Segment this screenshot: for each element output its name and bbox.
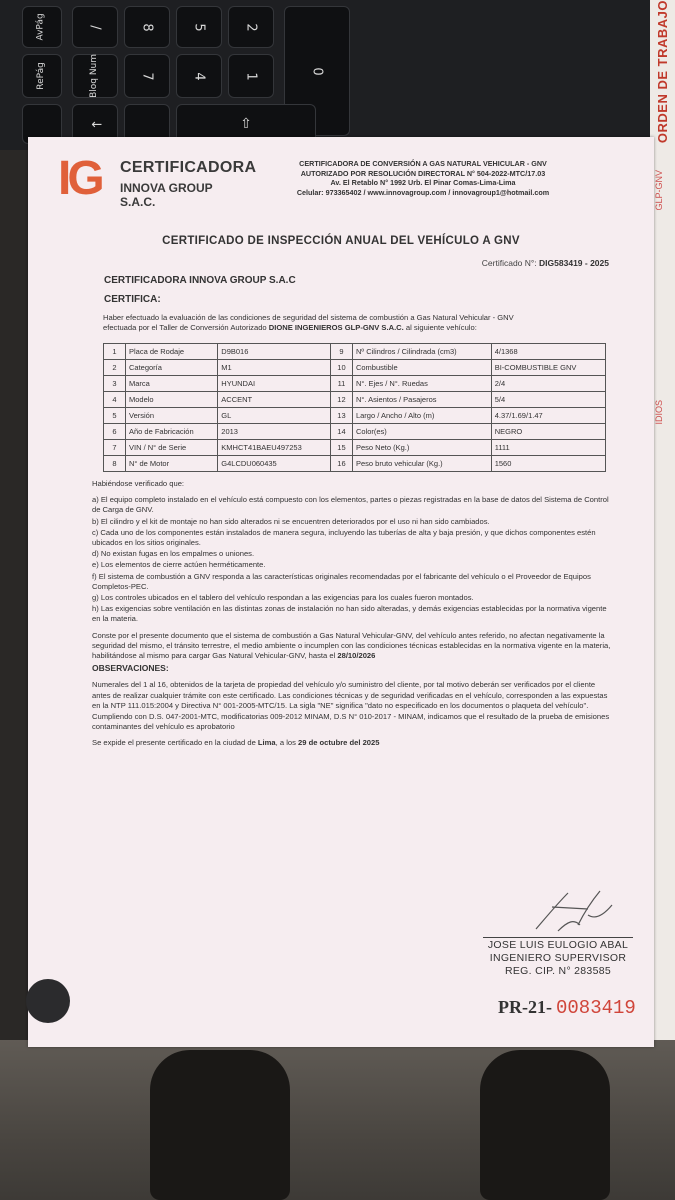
header-line1: CERTIFICADORA DE CONVERSIÓN A GAS NATURAL VEHICULAR - GNV: [299, 159, 547, 168]
certificate-number-value: DIG583419 - 2025: [539, 258, 609, 268]
cell-field-value: 1560: [491, 456, 605, 472]
issue-statement: Se expide el presente certificado en la ciudad de Lima, a los 29 de octubre del 2025: [92, 738, 380, 748]
header-line2: AUTORIZADO POR RESOLUCIÓN DIRECTORAL N° 504-2022-MTC/17.03: [300, 168, 546, 178]
vehicle-data-table: [103, 343, 606, 472]
cell-field-name: N°. Ejes / N°. Ruedas: [352, 376, 491, 392]
table-row: [104, 408, 606, 424]
cell-field-name: Peso Neto (Kg.): [352, 440, 491, 456]
cell-number: 1: [104, 344, 126, 360]
cell-number: 16: [330, 456, 352, 472]
item-d: d) No existan fugas en los empalmes o uniones.: [92, 549, 255, 559]
signer-name: JOSE LUIS EULOGIO ABAL: [487, 939, 629, 951]
table-row: [104, 376, 606, 392]
serial-prefix: PR-21-: [498, 997, 552, 1017]
cell-field-value: 2/4: [491, 376, 605, 392]
intro-paragraph: [103, 313, 603, 332]
serial-value: 0083419: [555, 997, 636, 1019]
item-h: h) Las exigencias sobre ventilación en las distintas zonas de instalación no han sido alteradas, y demás exigencias establecidas por la normativa vigente en la materia.: [92, 604, 607, 624]
cell-field-value: 2013: [218, 424, 331, 440]
intro-line1: Haber efectuado la evaluación de las condiciones de seguridad del sistema de combustión a Gas Natural Vehicular - GNV: [103, 313, 514, 322]
cell-field-value: M1: [218, 360, 331, 376]
cell-number: 5: [104, 408, 126, 424]
cell-number: 15: [330, 440, 352, 456]
cell-field-value: BI-COMBUSTIBLE GNV: [491, 360, 605, 376]
cell-number: 9: [330, 344, 352, 360]
cell-field-value: 4/1368: [491, 344, 605, 360]
handwritten-signature: [528, 885, 618, 935]
cell-number: 11: [330, 376, 352, 392]
header-info: [278, 159, 568, 197]
table-row: [104, 360, 606, 376]
key-seven[interactable]: 7: [124, 54, 170, 98]
cell-field-name: Peso bruto vehicular (Kg.): [352, 456, 491, 472]
floor: [0, 1040, 675, 1200]
punch-hole: [26, 979, 70, 1023]
order-label: ORDEN DE TRABAJO: [655, 0, 670, 144]
item-c: c) Cada uno de los componentes están instalados de manera segura, incluyendo las tuberías de alta y baja presión, y que dichos componentes estén ubicados en los sitios originales.: [92, 527, 596, 548]
certificate-document: [28, 137, 654, 1047]
observaciones-paragraph-2: Cumpliendo con D.S. 047-2001-MTC, modificatorias 009-2012 MINAM, D.S N° 010-2017 - MINAM, indicamos que el resultado de la prueba de emisiones contaminantes del vehículo es aprobatorio: [92, 712, 610, 732]
certificate-body: [92, 479, 612, 750]
cell-field-name: Marca: [126, 376, 218, 392]
cell-number: 13: [330, 408, 352, 424]
cell-number: 2: [104, 360, 126, 376]
observaciones-heading: OBSERVACIONES:: [92, 663, 169, 674]
table-row: [104, 424, 606, 440]
cell-field-value: 5/4: [491, 392, 605, 408]
cell-field-name: Combustible: [352, 360, 491, 376]
observaciones-paragraph: Numerales del 1 al 16, obtenidos de la tarjeta de propiedad del vehículo y/o suministro del cliente, por tal motivo deberán ser verificados por el cliente antes de realizar cualquier trámite con este certificado. Las condiciones técnicas y de seguridad verificadas en el vehículo, corresponden a las expuestas en la NTP 111.015:2004 y Directiva N° 001-2005-MTC/15. La sigla "NE" significa "dato no especificado en los documentos o plaqueta del vehículo".: [92, 680, 608, 710]
certificate-number: [482, 258, 609, 268]
cell-field-value: ACCENT: [218, 392, 331, 408]
signer-role: INGENIERO SUPERVISOR: [489, 952, 627, 964]
key-repag[interactable]: RePág: [22, 54, 62, 98]
order-sublabel-2: IDIOS: [654, 400, 664, 425]
shoe-right: [480, 1050, 610, 1200]
key-one[interactable]: 1: [228, 54, 274, 98]
item-f: f) El sistema de combustión a GNV responda a las características originales recomendadas por el fabricante del vehículo o el Proveedor de Equipos Completos-PEC.: [92, 571, 591, 591]
key-down-arrow[interactable]: ↓: [72, 104, 118, 144]
key-four[interactable]: 4: [176, 54, 222, 98]
key-eight[interactable]: 8: [124, 6, 170, 48]
cell-field-value: GL: [218, 408, 331, 424]
key-five[interactable]: 5: [176, 6, 222, 48]
cell-field-name: Año de Fabricación: [126, 424, 218, 440]
signature-block: [478, 937, 638, 978]
company-name: CERTIFICADORA INNOVA GROUP S.A.C: [104, 275, 296, 286]
cell-field-value: 4.37/1.69/1.47: [491, 408, 605, 424]
laptop-keyboard: [0, 0, 675, 150]
shift-icon: ⇧: [240, 116, 252, 132]
cell-number: 3: [104, 376, 126, 392]
item-b: b) El cilindro y el kit de montaje no han sido alterados ni se encuentren deteriorados por el uso ni han sido cambiados.: [92, 516, 490, 526]
certifica-heading: CERTIFICA:: [104, 294, 161, 305]
cell-number: 10: [330, 360, 352, 376]
table-row: [104, 440, 606, 456]
cell-field-value: KMHCT41BAEU497253: [218, 440, 331, 456]
signature-line: [483, 937, 633, 938]
signer-registration: REG. CIP. N° 283585: [504, 965, 611, 977]
item-e: e) Los elementos de cierre actúen herméticamente.: [92, 560, 266, 570]
shoe-left: [150, 1050, 290, 1200]
issue-city: Lima: [257, 738, 276, 748]
cell-field-name: N°. Asientos / Pasajeros: [352, 392, 491, 408]
cell-number: 14: [330, 424, 352, 440]
cell-field-name: Versión: [126, 408, 218, 424]
logo-name-line2: INNOVA GROUP S.A.C.: [120, 181, 213, 209]
intro-line2: efectuada por el Taller de Conversión Autorizado DIONE INGENIEROS GLP-GNV S.A.C. al siguiente vehículo:: [103, 322, 477, 332]
table-row: [104, 344, 606, 360]
cell-field-value: D9B016: [218, 344, 331, 360]
workshop-name: DIONE INGENIEROS GLP-GNV S.A.C.: [268, 322, 404, 332]
document-title: CERTIFICADO DE INSPECCIÓN ANUAL DEL VEHÍCULO A GNV: [162, 235, 520, 247]
cell-number: 8: [104, 456, 126, 472]
cell-field-name: Placa de Rodaje: [126, 344, 218, 360]
key-two[interactable]: 2: [228, 6, 274, 48]
certificate-number-label: Certificado N°:: [481, 258, 537, 268]
cell-field-value: G4LCDU060435: [218, 456, 331, 472]
table-row: [104, 456, 606, 472]
cell-field-name: Modelo: [126, 392, 218, 408]
cell-number: 7: [104, 440, 126, 456]
serial-number: [498, 997, 636, 1019]
cell-field-name: Nº Cilindros / Cilindrada (cm3): [352, 344, 491, 360]
valid-until-date: 28/10/2026: [337, 651, 376, 661]
cell-field-value: 1111: [491, 440, 605, 456]
key-slash[interactable]: /: [72, 6, 118, 48]
item-g: g) Los controles ubicados en el tablero del vehículo respondan a las exigencias para los cuales fueron montados.: [92, 593, 474, 603]
key-avpag[interactable]: AvPág: [22, 6, 62, 48]
logo-name-line1: CERTIFICADORA: [120, 159, 257, 176]
cell-field-value: NEGRO: [491, 424, 605, 440]
logo-mark: IG: [58, 152, 101, 205]
key-zero[interactable]: 0: [284, 6, 350, 136]
cell-field-value: HYUNDAI: [218, 376, 331, 392]
header-line4: Celular: 973365402 / www.innovagroup.com / innovagroup1@hotmail.com: [296, 187, 550, 197]
verified-intro: Habiéndose verificado que:: [92, 479, 185, 488]
item-a: a) El equipo completo instalado en el vehículo está compuesto con los elementos, partes o piezas registradas en la base de datos del Sistema de Control de Carga de GNV.: [92, 495, 609, 515]
cell-field-name: N° de Motor: [126, 456, 218, 472]
cell-number: 12: [330, 392, 352, 408]
header-line3: Av. El Retablo N° 1992 Urb. El Pinar Comas-Lima-Lima: [330, 178, 516, 187]
table-row: [104, 392, 606, 408]
cell-field-name: Categoría: [126, 360, 218, 376]
order-sublabel: GLP-GNV: [654, 170, 664, 211]
cell-number: 6: [104, 424, 126, 440]
cell-field-name: Largo / Ancho / Alto (m): [352, 408, 491, 424]
cell-number: 4: [104, 392, 126, 408]
company-logo: [58, 152, 257, 209]
conste-paragraph: Conste por el presente documento que el sistema de combustión a Gas Natural Vehicular-GNV, del vehículo antes referido, no afectan negativamente la seguridad del mismo, el tránsito terrestre, el medio ambiente o incumplen con las condiciones técnicas establecidas en la normativa vigente en la materia, habilitándose al mismo para cargar Gas Natural Vehicular-GNV, hasta el 28/10/2026: [92, 630, 611, 661]
cell-field-name: VIN / N° de Serie: [126, 440, 218, 456]
issue-date: 29 de octubre del 2025: [298, 738, 380, 748]
cell-field-name: Color(es): [352, 424, 491, 440]
key-bloqnum[interactable]: Bloq Num: [72, 54, 118, 98]
